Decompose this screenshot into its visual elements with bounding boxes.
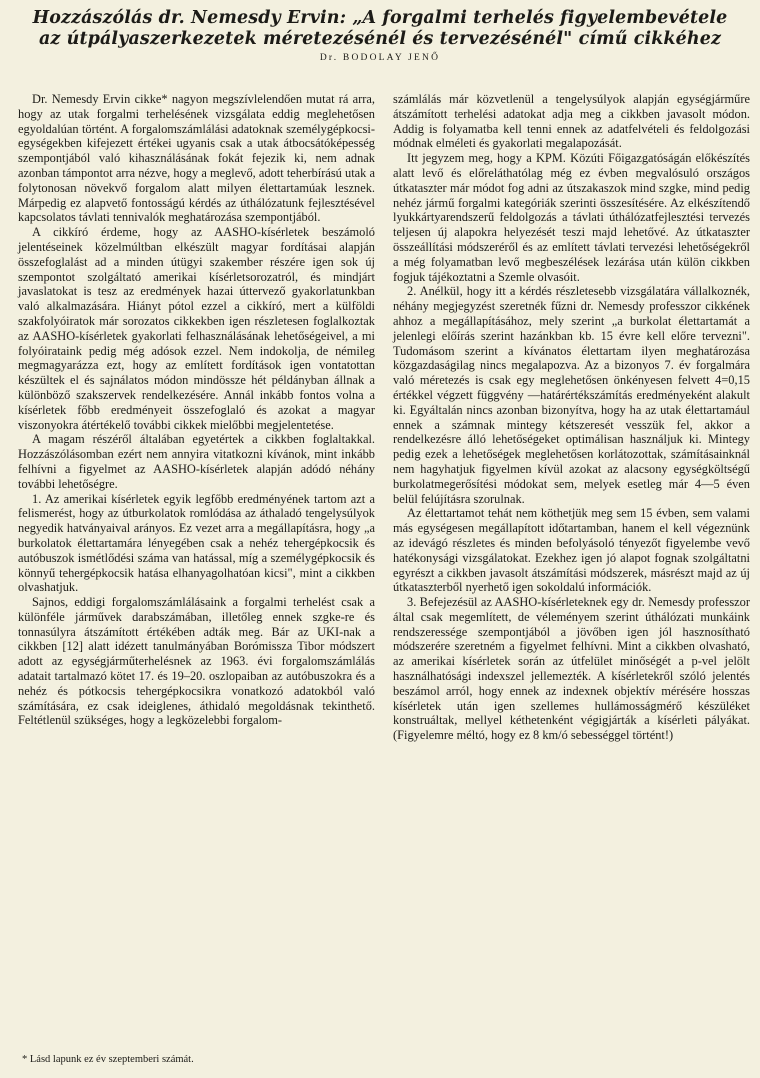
article-title bbox=[0, 0, 760, 50]
paragraph: 2. Anélkül, hogy itt a kérdés részletesebb vizsgálatára vállalkoznék, néhány megjegyzést szeretnék fűzni dr. Nemesdy professzor cikkének ahhoz a megállapításához, mely szerint „a burkolat élettartamát a jelenlegi előírás szerint hazánkban kb. 15 évre kell előre tervezni". Tudomásom szerint a kívánatos élettartam ilyen meghatározása közgazdaságilag nincs megalapozva. Az a bizonyos 7. év forgalmára való méretezés is csak egy meglehetősen önkényesen felvett 4=0,15 értékkel végzett függvény —határértékszámítás eredményeként alakult ki. Egyáltalán nincs azonban bizonyítva, hogy ha az utak élettartamául ennek a számnak mintegy kétszeresét vesszük fel, akkor a rendelkezésre álló lehetőségeket optimálisan használjuk ki. Mintegy pedig ezek a lehetőségek meglehetősen korlátozottak, számításainknál nem hagyhatjuk figyelmen kívül azokat az alacsony egységköltségű burkolatmegerősítési módokat sem, melyek esetleg már 4—5 éven belül felújításra szorulnak. bbox=[393, 284, 750, 506]
paragraph: számlálás már közvetlenül a tengelysúlyok alapján egységjárműre átszámított terhelési adatokat adja meg a cikkben javasolt módon. Addig is folyamatba kell tenni ennek az adatfelvételi és feldolgozási módnak elméleti és gyakorlati megalapozását. bbox=[393, 92, 750, 151]
paragraph: Sajnos, eddigi forgalomszámlálásaink a forgalmi terhelést csak a különféle járművek darabszámában, illetőleg ennek szgke-re és tonnasúlyra átszámított értékében adták meg. Bár az UKI-nak a cikkben [12] alatt idézett tanulmányában Borómissza Tibor módszert adott az egységjárműterhelésnek az 1963. évi forgalomszámlálás adatait tartalmazó kötet 17. és 19–20. oszlopaiban az autóbuszokra és a nehéz és pótkocsis tehergépkocsikra vonatkozó adatokból való számítására, ez csak ideiglenes, áthidaló megoldásnak tekinthető. Feltétlenül szükséges, hogy a legközelebbi forgalom- bbox=[18, 595, 375, 728]
footnote: * Lásd lapunk ez év szeptemberi számát. bbox=[22, 1054, 194, 1065]
title-line-1: Hozzászólás dr. Nemesdy Ervin: „A forgalmi terhelés figyelembevétele bbox=[32, 8, 728, 28]
paragraph: A magam részéről általában egyetértek a cikkben foglaltakkal. Hozzászólásomban ezért nem annyira vitatkozni kívánok, mint inkább felhívni a figyelmet az AASHO-kísérletek alapján adódó néhány további lehetőségre. bbox=[18, 432, 375, 491]
author-name: Dr. BODOLAY JENŐ bbox=[319, 53, 441, 63]
right-column bbox=[393, 92, 750, 1052]
paragraph: Itt jegyzem meg, hogy a KPM. Közúti Főigazgatóságán előkészítés alatt levő és előreláthatólag még ez évben megvalósuló országos útkataszter már módot fog adni az útszakaszok mind szgke, mind pedig nehéz jármű forgalmi kategóriák szerinti összesítésére. Az elkészítendő lyukkártyarendszerű feldolgozás a távlati úthálózatfejlesztési tervezés teljesen új alapokra helyezését teszi majd lehetővé. Az útkataszter összeállítási módszeréről és az említett távlati tervezési lehetőségekről a még folyamatban levő megbeszélések lezárása után külön cikkben fogjuk tájékoztatni a Szemle olvasóit. bbox=[393, 151, 750, 284]
paragraph: Az élettartamot tehát nem köthetjük meg sem 15 évben, sem valami más egységesen megállapított időtartamban, hanem el kell végeznünk az idevágó részletes és minden befolyásoló tényezőt figyelembe vevő hatékonysági vizsgálatokat. Ezekhez igen jó alapot fognak szolgáltatni egyrészt a cikkben javasolt átszámítási módszerek, másrészt majd az új útkataszterből nyerhető igen sokoldalú információk. bbox=[393, 506, 750, 595]
paragraph: Dr. Nemesdy Ervin cikke* nagyon megszívlelendően mutat rá arra, hogy az utak forgalmi terhelésének vizsgálata eddig meglehetősen egyoldalúan történt. A forgalomszámlálási adatoknak személygépkocsi-egységekben kifejezett értékei ugyanis csak a utak átbocsátóképesség szempontjából való kihasználásának fokát fejezik ki, nem adnak azonban támpontot arra nézve, hogy a meglevő, adott teherbírású utak a folytonosan növekvő forgalom alatt milyen élettartamúak lesznek. Márpedig ez alapvető fontosságú kérdés az úthálózatunk fejlesztésével kapcsolatos távlati tennivalók meghatározása szempontjából. bbox=[18, 92, 375, 225]
left-column bbox=[18, 92, 375, 1052]
paragraph: 3. Befejezésül az AASHO-kísérleteknek egy dr. Nemesdy professzor által csak megemlített, de véleményem szerint úthálózati munkáink rendszeressége szempontjából a jövőben igen jól hasznosítható módszerére szeretném a figyelmet felhívni. Mint a cikkben olvasható, az amerikai kísérletek során az útfelület minőségét a p-vel jelölt használhatósági indexszel jellemezték. A kísérletekről szóló jelentés beszámol arról, hogy ennek az indexnek objektív mérésére hosszas kísérletek után igen szellemes hullámosságmérő készüléket konstruáltak, mellyel kéthetenként végigjárták a kísérleti pályákat. (Figyelemre méltó, hogy ez 8 km/ó sebességgel történt!) bbox=[393, 595, 750, 743]
paragraph: A cikkíró érdeme, hogy az AASHO-kísérletek beszámoló jelentéseinek közelmúltban elkészült magyar fordításai alapján összefoglalást ad a minden útügyi szakember részére igen sok új szempontot szolgáltató amerikai kísérletsorozatról, és mindjárt javaslatokat is tesz az eredmények hazai úttervező gyakorlatunkban való alkalmazására. Hiányt pótol ezzel a cikkíró, mert a külföldi szakfolyóiratok már sorozatos cikkekben igen részletesen foglalkoztak az AASHO-kísérletek gyakorlati felhasználásának lehetőségeivel, a mi folyóirataink pedig még adósok ezzel. Nem indokolja, de némileg megmagyarázza ezt, hogy az említett fordítások igen vontatottan készültek el és sajnálatos módon mindössze hét példányban állnak a különböző szakszervek rendelkezésére. Annál inkább fontos volna a kísérletek főbb eredményeit összefoglaló és azokat a magyar viszonyokra átértékelő további cikkek mielőbbi megjelentetése. bbox=[18, 225, 375, 432]
article-body bbox=[18, 92, 750, 1052]
title-line-2: az útpályaszerkezetek méretezésénél és tervezésénél" című cikkéhez bbox=[38, 29, 721, 49]
paragraph: 1. Az amerikai kísérletek egyik legfőbb eredményének tartom azt a felismerést, hogy az útburkolatok romlódása az áthaladó tengelysúlyok negyedik hatványaival arányos. Ez vezet arra a megállapításra, hogy „a burkolatok élettartamára lényegében csak a nehéz tehergépkocsik és autóbuszok ismétlődési száma van hatással, míg a személygépkocsik és könnyű tehergépkocsik hatása elhanyagolhatóan kicsi", mint a cikkben olvashatjuk. bbox=[18, 491, 375, 595]
